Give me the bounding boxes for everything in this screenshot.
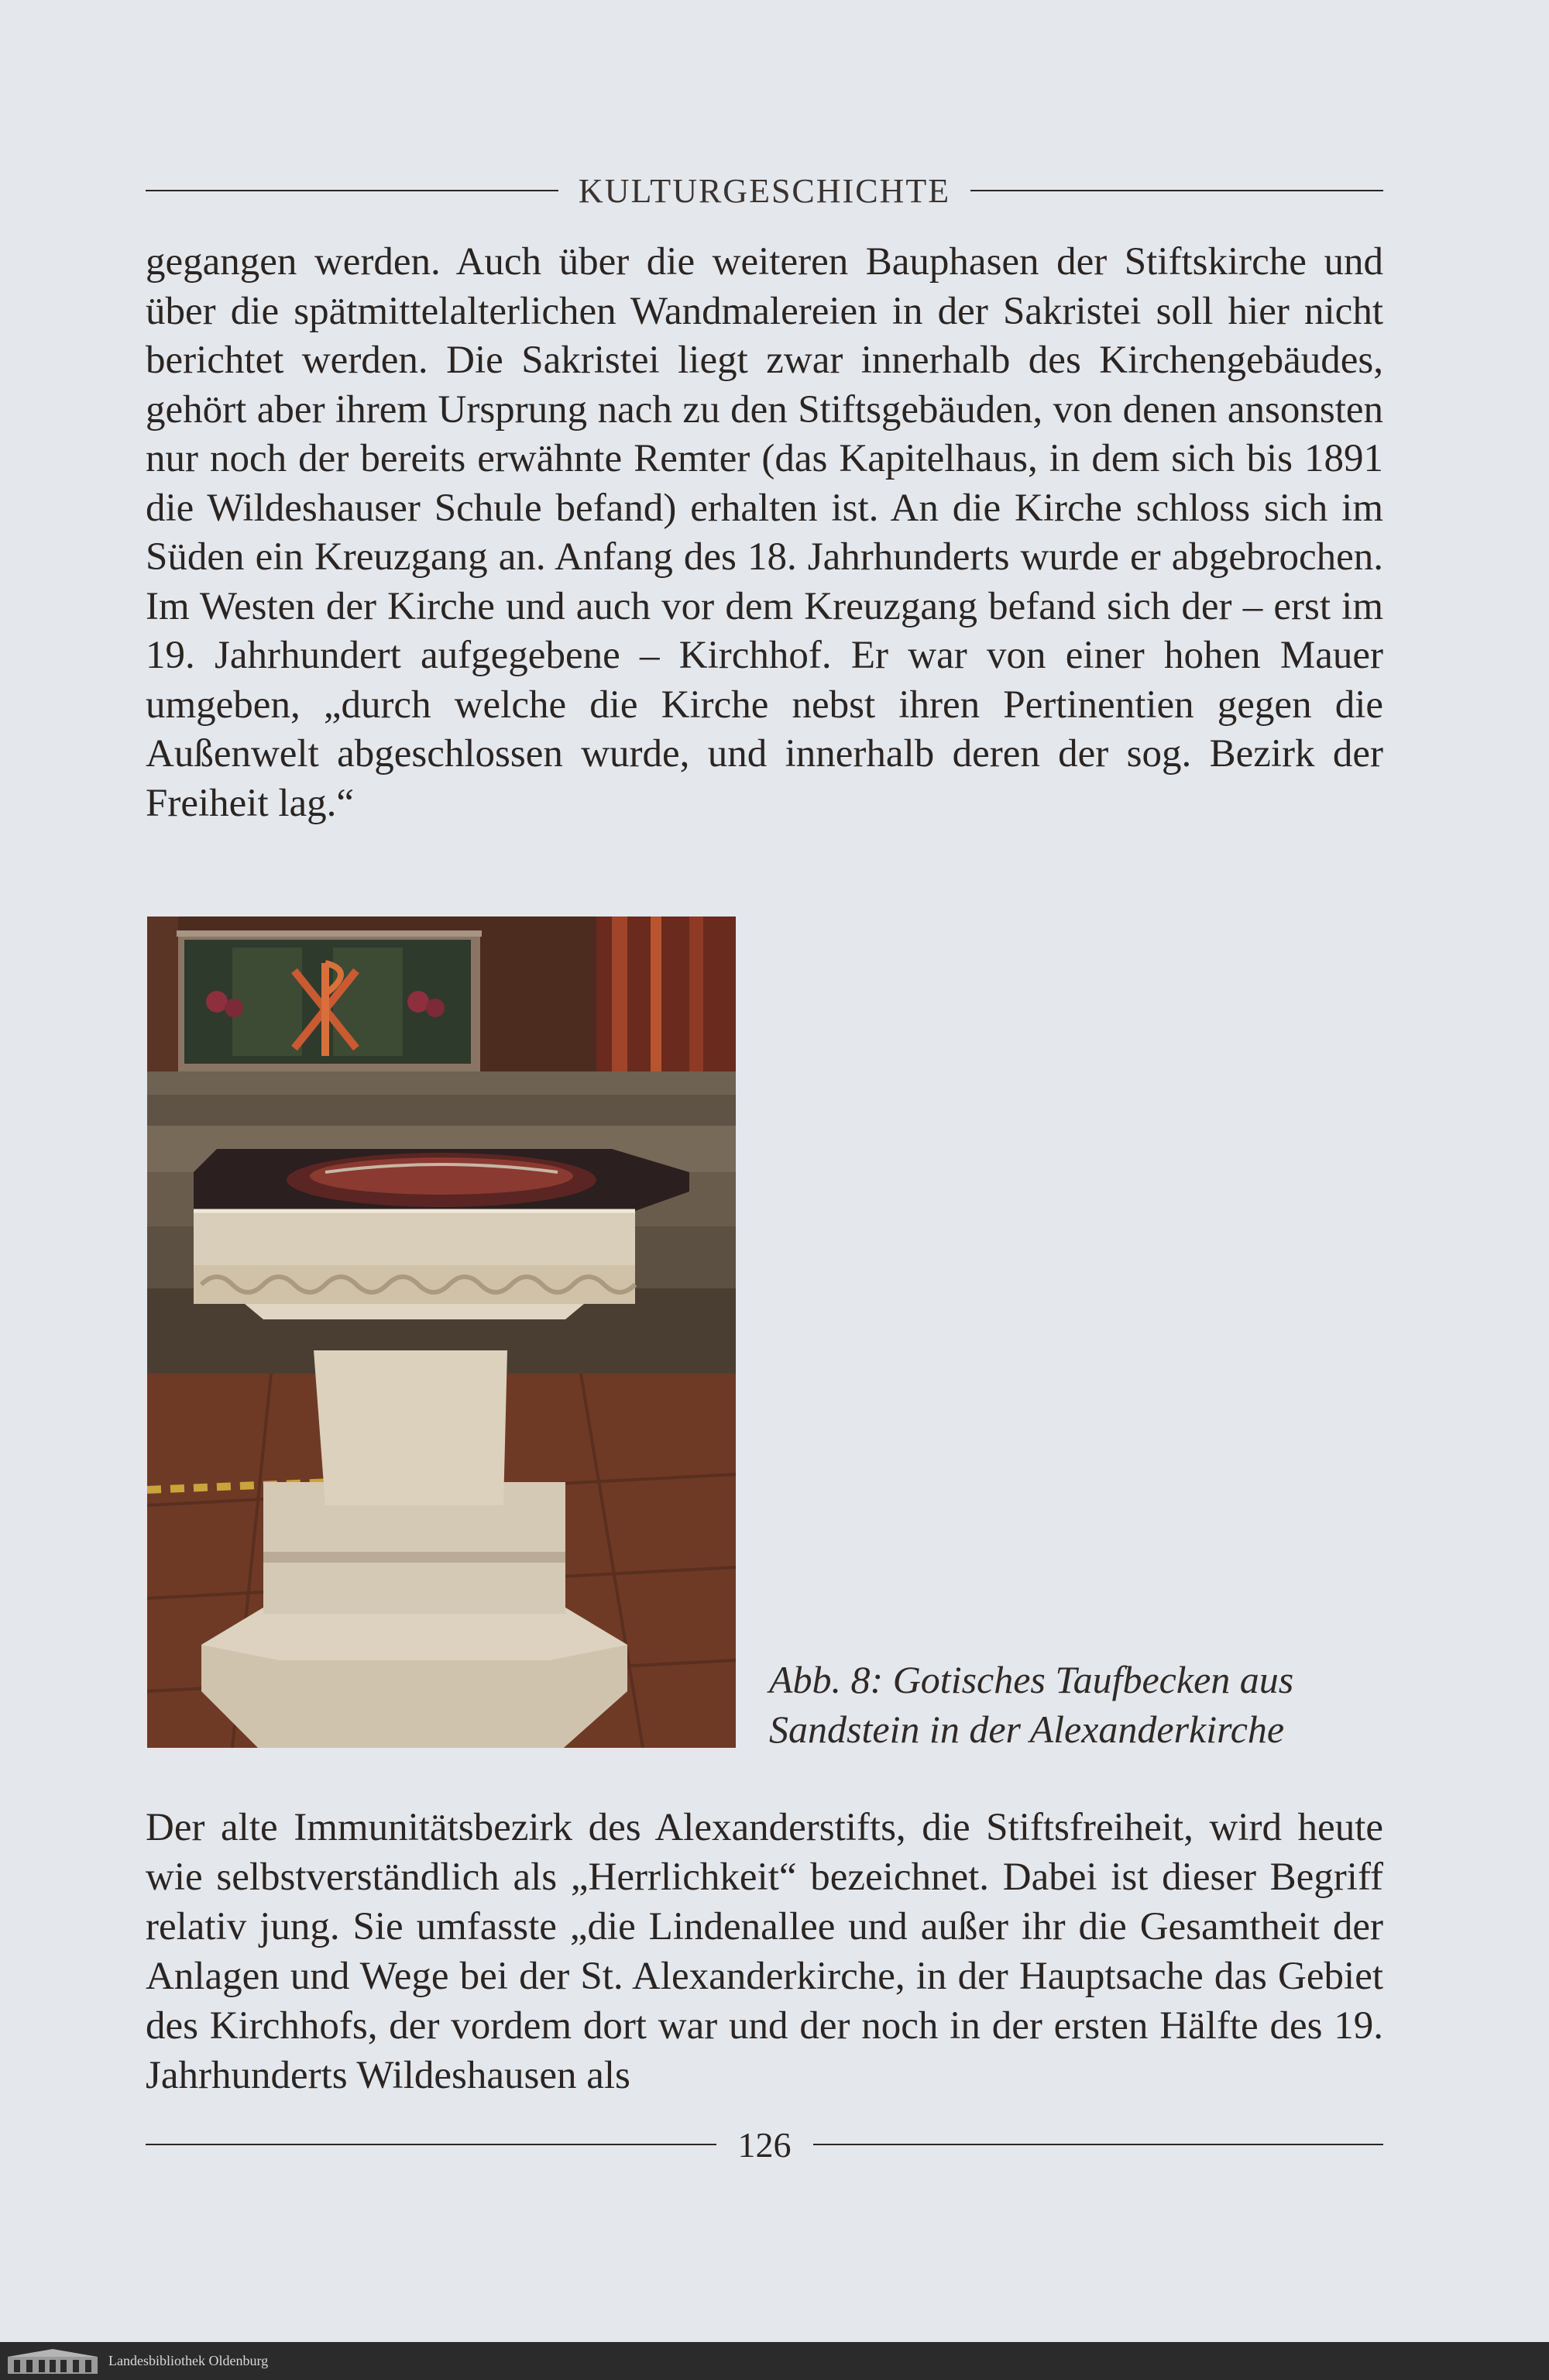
header-rule-right: [970, 190, 1383, 191]
paragraph-top: gegangen werden. Auch über die weiteren Bauphasen der Stiftskirche und über die spätmittelalterlichen Wandmalereien in der Sakristei soll hier nicht berichtet werden. Die Sakristei liegt zwar innerhalb des Kirchengebäudes, gehört aber ihrem Ursprung nach zu den Stiftsgebäuden, von denen ansonsten nur noch der bereits erwähnte Remter (das Kapitelhaus, in dem sich bis 1891 die Wildeshauser Schule befand) erhalten ist. An die Kirche schloss sich im Süden ein Kreuzgang an. Anfang des 18. Jahrhunderts wurde er abgebrochen. Im Westen der Kirche und auch vor dem Kreuzgang befand sich der – erst im 19. Jahrhundert aufgegebene – Kirchhof. Er war von einer hohen Mauer umgeben, „durch welche die Kirche nebst ihren Pertinentien gegen die Außenwelt abgeschlossen wurde, und innerhalb deren der sog. Bezirk der Freiheit lag.“: [146, 240, 1383, 825]
caption-line-2: Sandstein in der Alexanderkirche: [769, 1708, 1285, 1751]
header-rule-left: [146, 190, 558, 191]
library-watermark-bar: [0, 2342, 1549, 2380]
page-number: 126: [737, 2124, 792, 2165]
running-header: [146, 167, 1383, 214]
baptismal-font-photo: [147, 917, 736, 1748]
running-header-title: KULTURGESCHICHTE: [578, 171, 951, 210]
footer-rule-left: [146, 2144, 716, 2145]
page-footer: [146, 2123, 1383, 2166]
footer-rule-right: [813, 2144, 1384, 2145]
figure-caption: [769, 1655, 1373, 1754]
library-building-icon: [6, 2347, 99, 2375]
paragraph-bottom: Der alte Immunitätsbezirk des Alexanderstifts, die Stiftsfreiheit, wird heute wie selbstverständlich als „Herrlichkeit“ bezeichnet. Dabei ist dieser Begriff relativ jung. Sie umfasste „die Lindenallee und außer ihr die Gesamtheit der Anlagen und Wege bei der St. Alexanderkirche, in der Hauptsache das Gebiet des Kirchhofs, der vordem dort war und der noch in der ersten Hälfte des 19. Jahrhunderts Wildeshausen als: [146, 1806, 1383, 2097]
library-name: Landesbibliothek Oldenburg: [108, 2353, 269, 2368]
baptismal-font-illustration: [147, 917, 736, 1748]
caption-line-1: Abb. 8: Gotisches Taufbecken aus: [769, 1658, 1294, 1701]
